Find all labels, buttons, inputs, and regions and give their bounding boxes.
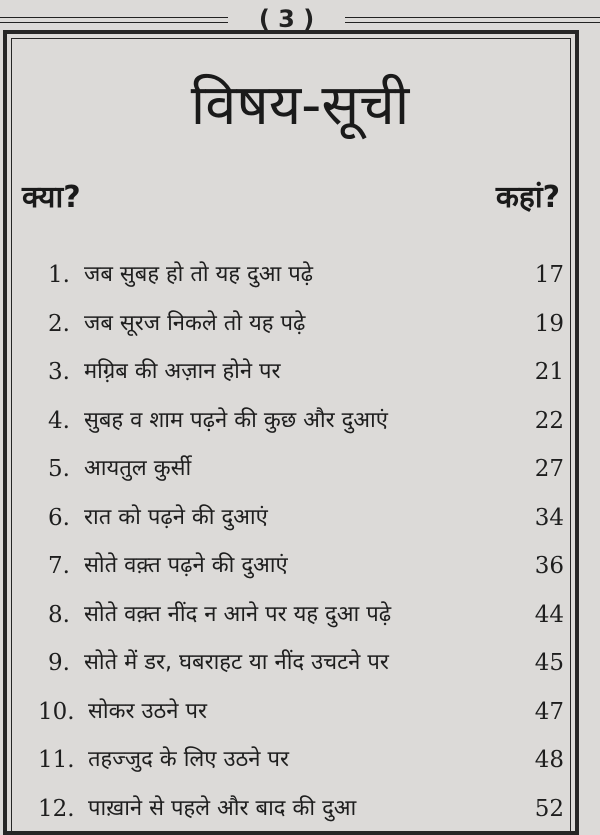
column-header-what: क्या?	[22, 180, 81, 215]
entry-title: पाख़ाने से पहले और बाद की दुआ	[88, 795, 357, 821]
entry-number: 6.	[48, 504, 70, 531]
entry-page: 52	[534, 795, 564, 822]
entry-title: मग़्रिब की अज़ान होने पर	[84, 359, 281, 384]
page-title: विषय-सूची	[190, 73, 410, 138]
entry-title: सोते में डर, घबराहट या नींद उचटने पर	[84, 650, 389, 675]
entry-title: आयतुल कुर्सी	[84, 456, 192, 481]
entry-number: 11.	[38, 747, 75, 773]
entry-number: 5.	[48, 456, 70, 482]
entry-title: जब सुबह हो तो यह दुआ पढ़े	[84, 262, 314, 287]
toc-entry	[18, 348, 564, 397]
entry-page: 27	[534, 456, 564, 482]
entry-page: 36	[534, 553, 564, 579]
entry-page: 19	[534, 310, 564, 337]
toc-entry	[18, 542, 564, 591]
entry-number: 3.	[48, 359, 70, 385]
toc-entry	[18, 251, 564, 300]
entry-page: 47	[534, 698, 564, 725]
toc-entry	[18, 639, 564, 688]
entry-title: सोकर उठने पर	[88, 698, 207, 724]
entry-page: 44	[534, 601, 564, 628]
toc-entry	[18, 300, 564, 349]
entry-title: रात को पढ़ने की दुआएं	[84, 504, 268, 530]
entry-title: सुबह व शाम पढ़ने की कुछ और दुआएं	[84, 407, 388, 433]
entry-number: 9.	[48, 650, 70, 676]
page-number: ( 3 )	[258, 5, 315, 33]
entry-title: जब सूरज निकले तो यह पढ़े	[84, 310, 306, 336]
toc-entry	[18, 785, 564, 834]
entry-number: 10.	[38, 698, 75, 725]
entry-page: 17	[534, 262, 564, 288]
entry-page: 48	[534, 747, 564, 773]
entry-number: 12.	[38, 795, 75, 822]
entry-page: 34	[534, 504, 564, 531]
column-header-where: कहां?	[495, 180, 560, 215]
top-rule-left	[0, 17, 228, 23]
top-rule-right	[345, 17, 600, 23]
toc-entry	[18, 445, 564, 494]
toc-entry	[18, 591, 564, 640]
entry-number: 8.	[48, 601, 70, 628]
toc-entry	[18, 397, 564, 446]
toc-entry	[18, 494, 564, 543]
entry-title: सोते वक़्त पढ़ने की दुआएं	[84, 553, 288, 578]
table-of-contents	[18, 251, 564, 833]
entry-page: 22	[534, 407, 564, 434]
entry-page: 45	[534, 650, 564, 676]
entry-number: 1.	[48, 262, 70, 288]
entry-title: सोते वक़्त नींद न आने पर यह दुआ पढ़े	[84, 601, 392, 627]
toc-entry	[18, 688, 564, 737]
entry-number: 4.	[48, 407, 70, 434]
entry-number: 7.	[48, 553, 70, 579]
entry-title: तहज्जुद के लिए उठने पर	[88, 747, 290, 772]
entry-number: 2.	[48, 310, 70, 337]
entry-page: 21	[534, 359, 564, 385]
toc-entry	[18, 736, 564, 785]
